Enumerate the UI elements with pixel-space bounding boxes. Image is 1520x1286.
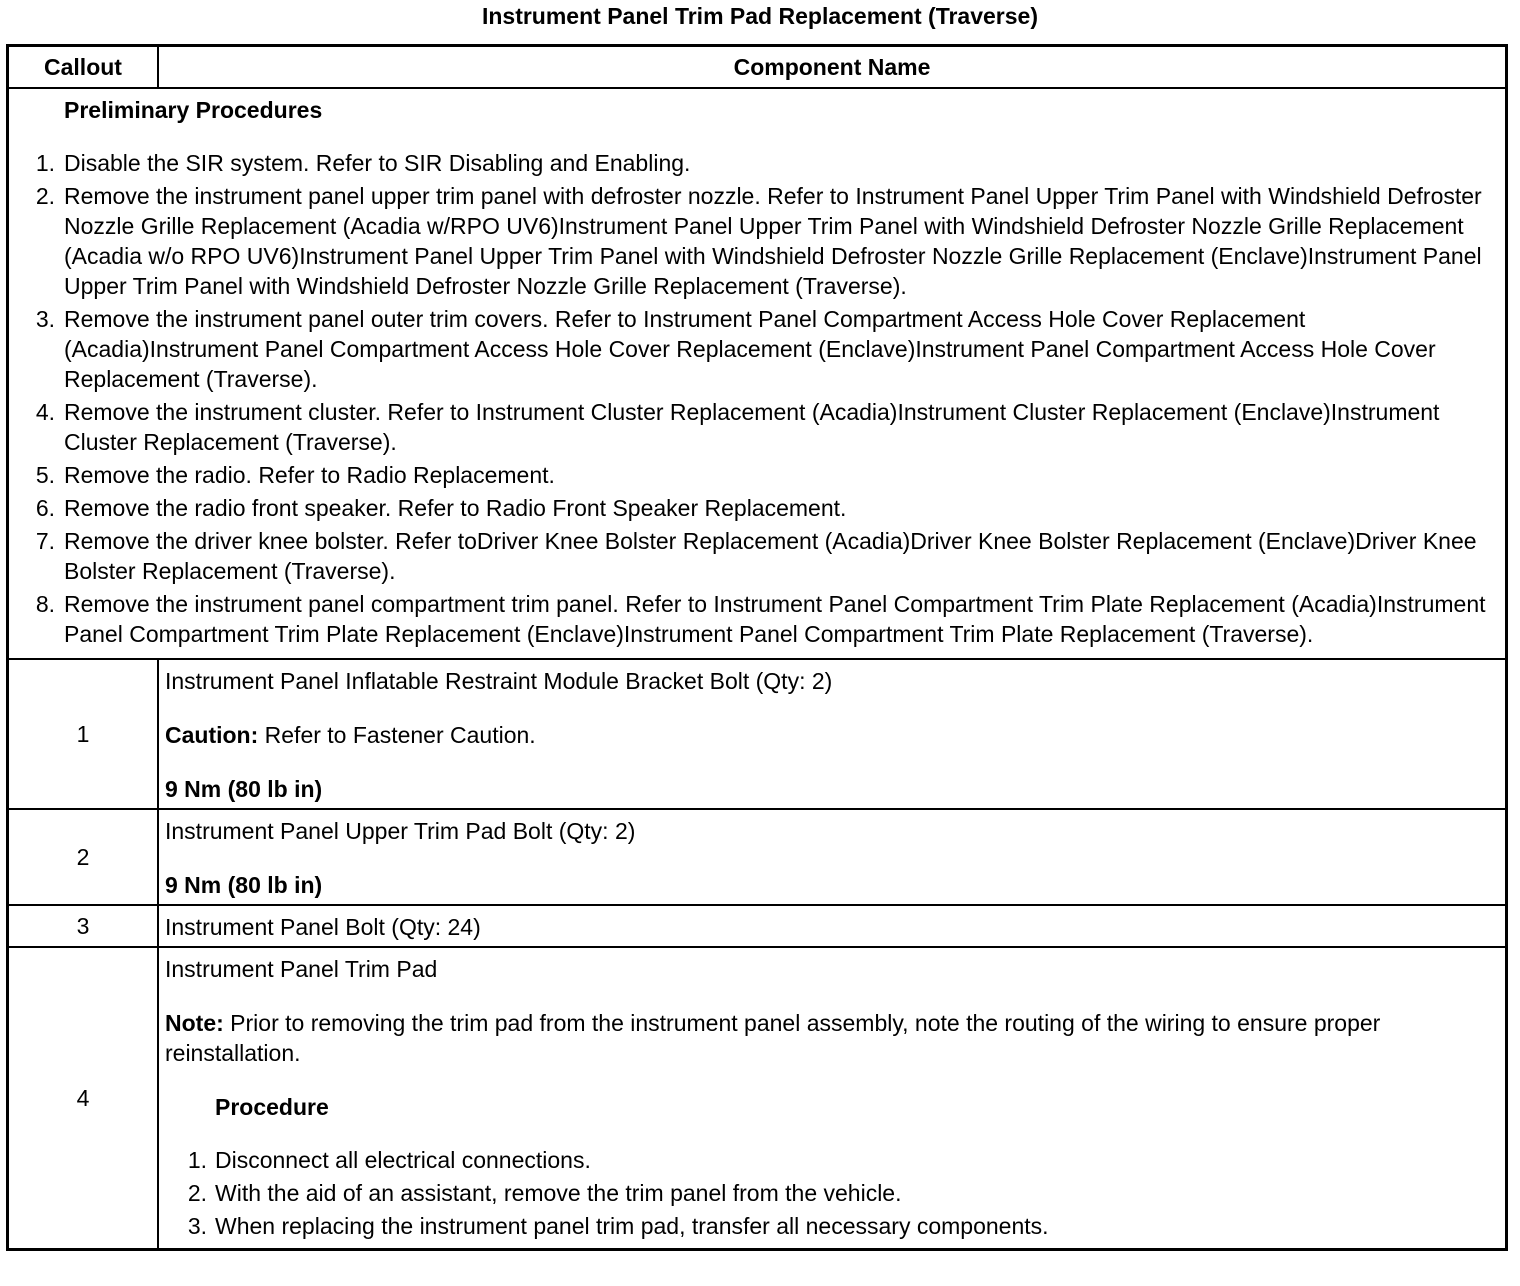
- step-text: Remove the instrument panel compartment trim panel. Refer to Instrument Panel Compartment Trim Plate Replacement (Acadia)Instrument Panel Compartment Trim Plate Replacement (Enclave)Instrument Panel Compartment Trim Plate Replacement (Traverse).: [64, 591, 1486, 647]
- component-cell: [158, 947, 1507, 1250]
- preliminary-step: [9, 589, 1497, 649]
- callout-cell: 4: [8, 947, 159, 1250]
- preliminary-step: [9, 181, 1497, 301]
- header-callout: Callout: [8, 46, 159, 89]
- step-text: Remove the driver knee bolster. Refer toDriver Knee Bolster Replacement (Acadia)Driver Knee Bolster Replacement (Enclave)Driver Knee Bolster Replacement (Traverse).: [64, 528, 1477, 584]
- step-text: Remove the instrument panel outer trim covers. Refer to Instrument Panel Compartment Access Hole Cover Replacement (Acadia)Instrument Panel Compartment Access Hole Cover Replacement (Enclave)Instrument Panel Compartment Access Hole Cover Replacement (Traverse).: [64, 306, 1436, 392]
- step-text: Disconnect all electrical connections.: [215, 1147, 591, 1173]
- step-number: 5.: [35, 462, 55, 488]
- step-text: Remove the instrument panel upper trim panel with defroster nozzle. Refer to Instrument Panel Upper Trim Panel with Windshield Defroster Nozzle Grille Replacement (Acadia w/RPO UV6)Instrument Panel Upper Trim Panel with Windshield Defroster Nozzle Grille Replacement (Acadia w/o RPO UV6)Instrument Panel Upper Trim Panel with Windshield Defroster Nozzle Grille Replacement (Enclave)Instrument Panel Upper Trim Panel with Windshield Defroster Nozzle Grille Replacement (Traverse).: [64, 183, 1482, 299]
- component-name: Instrument Panel Inflatable Restraint Module Bracket Bolt (Qty: 2): [165, 668, 833, 694]
- torque-spec: 9 Nm (80 lb in): [165, 776, 323, 802]
- preliminary-step: [9, 148, 1497, 178]
- preliminary-step: [9, 304, 1497, 394]
- note-text: Prior to removing the trim pad from the instrument panel assembly, note the routing of the wiring to ensure proper reinstallation.: [165, 1010, 1381, 1066]
- table-row: [8, 809, 1507, 905]
- component-cell: [158, 905, 1507, 947]
- procedure-heading: Procedure: [215, 1094, 329, 1120]
- caution-text: Refer to Fastener Caution.: [258, 722, 536, 748]
- header-component-name: Component Name: [158, 46, 1507, 89]
- step-number: 8.: [35, 591, 55, 617]
- step-text: Remove the radio. Refer to Radio Replacement.: [64, 462, 555, 488]
- table-row: [8, 659, 1507, 809]
- note-label: Note:: [165, 1010, 224, 1036]
- step-text: Remove the instrument cluster. Refer to Instrument Cluster Replacement (Acadia)Instrument Cluster Replacement (Enclave)Instrument Cluster Replacement (Traverse).: [64, 399, 1440, 455]
- component-name: Instrument Panel Bolt (Qty: 24): [165, 914, 481, 940]
- preliminary-step: [9, 526, 1497, 586]
- callout-cell: 2: [8, 809, 159, 905]
- document-title: Instrument Panel Trim Pad Replacement (Traverse): [481, 3, 1039, 29]
- preliminary-heading: Preliminary Procedures: [64, 97, 323, 123]
- component-cell: [158, 809, 1507, 905]
- step-number: 6.: [35, 495, 55, 521]
- preliminary-step: [9, 397, 1497, 457]
- preliminary-step: [9, 460, 1497, 490]
- table-row: [8, 947, 1507, 1250]
- step-number: 2.: [35, 183, 55, 209]
- procedure-steps: [165, 1145, 1497, 1241]
- step-number: 1.: [187, 1147, 207, 1173]
- step-number: 7.: [35, 528, 55, 554]
- caution-label: Caution:: [165, 722, 259, 748]
- step-number: 3.: [35, 306, 55, 332]
- step-number: 4.: [35, 399, 55, 425]
- component-cell: [158, 659, 1507, 809]
- component-table: [6, 44, 1508, 1251]
- step-text: Disable the SIR system. Refer to SIR Disabling and Enabling.: [64, 150, 691, 176]
- procedure-step: [165, 1211, 1497, 1241]
- table-row: [8, 905, 1507, 947]
- step-number: 2.: [187, 1180, 207, 1206]
- preliminary-row: [8, 88, 1507, 659]
- component-name: Instrument Panel Trim Pad: [165, 956, 438, 982]
- procedure-step: [165, 1178, 1497, 1208]
- preliminary-steps: [9, 148, 1497, 649]
- note-line: [165, 1008, 1497, 1068]
- preliminary-procedures: [8, 88, 1507, 659]
- preliminary-step: [9, 493, 1497, 523]
- step-text: When replacing the instrument panel trim pad, transfer all necessary components.: [215, 1213, 1049, 1239]
- table-header-row: [8, 46, 1507, 89]
- step-text: Remove the radio front speaker. Refer to Radio Front Speaker Replacement.: [64, 495, 847, 521]
- torque-spec: 9 Nm (80 lb in): [165, 872, 323, 898]
- callout-cell: 3: [8, 905, 159, 947]
- step-text: With the aid of an assistant, remove the trim panel from the vehicle.: [215, 1180, 902, 1206]
- step-number: 1.: [35, 150, 55, 176]
- procedure-step: [165, 1145, 1497, 1175]
- callout-cell: 1: [8, 659, 159, 809]
- component-name: Instrument Panel Upper Trim Pad Bolt (Qty: 2): [165, 818, 636, 844]
- caution-line: [165, 720, 1497, 750]
- step-number: 3.: [187, 1213, 207, 1239]
